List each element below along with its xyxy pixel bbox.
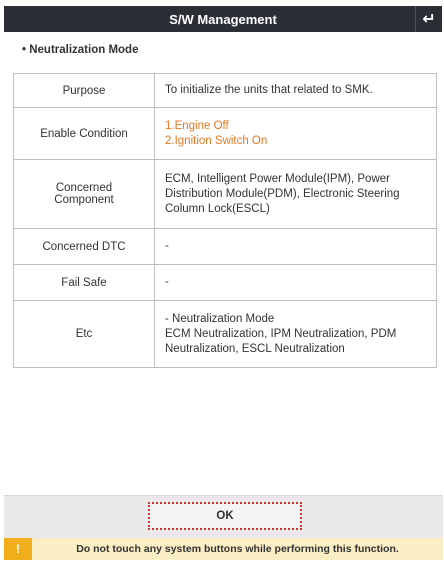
value-line: Distribution Module(PDM), Electronic Steering <box>165 187 400 200</box>
value-line: ECM Neutralization, IPM Neutralization, PDM <box>165 327 397 340</box>
table-row <box>14 265 437 301</box>
value-line: Neutralization, ESCL Neutralization <box>165 342 345 355</box>
table-row <box>14 301 437 368</box>
return-icon: ↵ <box>422 11 436 28</box>
row-label-concerned-dtc: Concerned DTC <box>14 229 155 265</box>
label-line: Component <box>54 194 114 206</box>
table-row <box>14 229 437 265</box>
value-line: 1.Engine Off <box>165 119 229 132</box>
row-label-concerned-component <box>14 160 155 229</box>
row-value-purpose <box>155 74 437 108</box>
warning-icon: ! <box>4 538 32 560</box>
table-row <box>14 108 437 160</box>
value-line: 2.Ignition Switch On <box>165 134 268 147</box>
row-label-purpose: Purpose <box>14 74 155 108</box>
row-value-enable-condition <box>155 108 437 160</box>
table-row <box>14 160 437 229</box>
value-line: - <box>165 240 169 252</box>
value-line: - Neutralization Mode <box>165 312 275 325</box>
row-label-enable-condition: Enable Condition <box>14 108 155 160</box>
title-bar <box>4 6 442 32</box>
back-button[interactable] <box>415 6 442 32</box>
table-row <box>14 74 437 108</box>
warning-text: Do not touch any system buttons while performing this function. <box>76 543 399 555</box>
row-value-etc <box>155 301 437 368</box>
page-title: S/W Management <box>169 11 277 27</box>
value-line: Column Lock(ESCL) <box>165 202 270 215</box>
row-value-concerned-dtc <box>155 229 437 265</box>
value-line: To initialize the units that related to SMK. <box>165 84 373 96</box>
warning-bar <box>4 538 443 560</box>
section-title: • Neutralization Mode <box>22 44 139 56</box>
ok-button[interactable]: OK <box>148 502 302 530</box>
row-value-fail-safe <box>155 265 437 301</box>
bottom-button-bar <box>4 495 443 538</box>
info-table <box>13 73 437 368</box>
value-line: ECM, Intelligent Power Module(IPM), Power <box>165 172 390 185</box>
value-line: - <box>165 276 169 288</box>
row-label-etc: Etc <box>14 301 155 368</box>
row-label-fail-safe: Fail Safe <box>14 265 155 301</box>
label-line: Concerned <box>55 182 113 194</box>
row-value-concerned-component <box>155 160 437 229</box>
